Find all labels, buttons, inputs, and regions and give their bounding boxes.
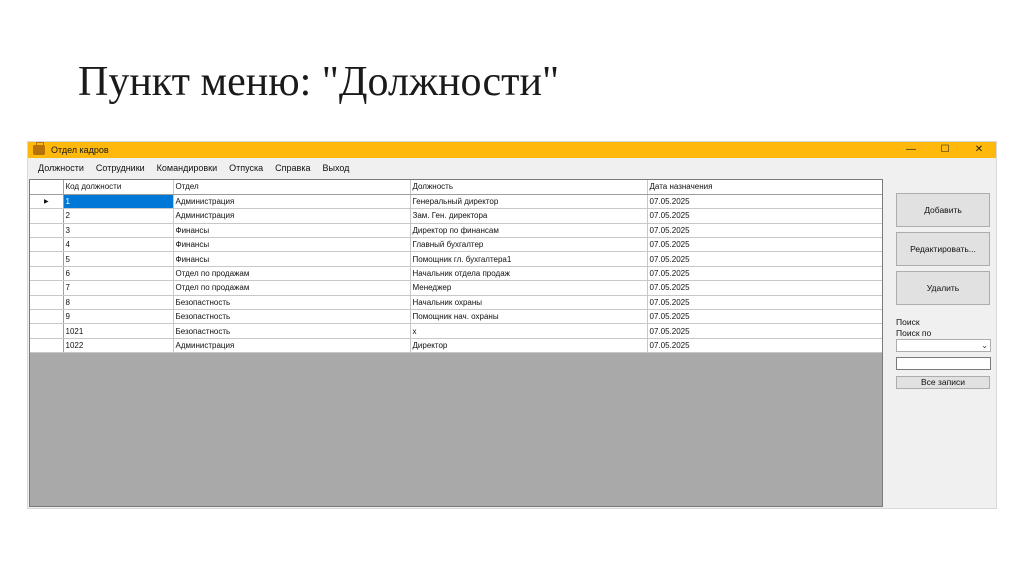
cell-position[interactable]: Начальник охраны [410,295,647,309]
cell-department[interactable]: Администрация [173,338,410,352]
column-header-code[interactable]: Код должности [63,180,173,194]
menu-item-help[interactable]: Справка [275,163,311,173]
cell-date[interactable]: 07.05.2025 [647,281,883,295]
minimize-button[interactable]: — [906,144,916,155]
cell-code[interactable]: 4 [63,238,173,252]
row-header-corner[interactable] [30,180,63,194]
cell-code[interactable]: 3 [63,223,173,237]
cell-position[interactable]: Директор [410,338,647,352]
cell-date[interactable]: 07.05.2025 [647,266,883,280]
row-header[interactable] [30,223,63,237]
cell-date[interactable]: 07.05.2025 [647,295,883,309]
cell-code[interactable]: 8 [63,295,173,309]
cell-position[interactable]: х [410,324,647,338]
cell-code[interactable]: 1 [63,194,173,208]
cell-department[interactable]: Безопастность [173,295,410,309]
cell-department[interactable]: Администрация [173,209,410,223]
cell-position[interactable]: Генеральный директор [410,194,647,208]
menu-item-vacations[interactable]: Отпуска [229,163,264,173]
row-header[interactable] [30,281,63,295]
cell-date[interactable]: 07.05.2025 [647,324,883,338]
table-row[interactable] [30,223,883,237]
table-row[interactable] [30,338,883,352]
window-title: Отдел кадров [51,145,109,155]
cell-department[interactable]: Финансы [173,252,410,266]
row-header[interactable] [30,338,63,352]
table-row[interactable] [30,209,883,223]
chevron-down-icon[interactable]: ⌄ [981,341,988,350]
cell-code[interactable]: 7 [63,281,173,295]
cell-code[interactable]: 9 [63,310,173,324]
add-button[interactable]: Добавить [896,193,990,227]
cell-position[interactable]: Главный бухгалтер [410,238,647,252]
cell-code[interactable]: 2 [63,209,173,223]
cell-date[interactable]: 07.05.2025 [647,194,883,208]
row-header[interactable] [30,238,63,252]
search-group-label: Поиск [896,317,920,327]
cell-position[interactable]: Начальник отдела продаж [410,266,647,280]
cell-position[interactable]: Помощник нач. охраны [410,310,647,324]
cell-position[interactable]: Помощник гл. бухгалтера1 [410,252,647,266]
menu-item-business-trips[interactable]: Командировки [156,163,218,173]
row-header[interactable] [30,324,63,338]
table-row[interactable] [30,295,883,309]
positions-grid[interactable] [29,179,883,507]
cell-date[interactable]: 07.05.2025 [647,209,883,223]
row-header[interactable] [30,266,63,280]
cell-department[interactable]: Отдел по продажам [173,266,410,280]
row-header[interactable] [30,194,63,208]
search-input[interactable] [896,357,991,370]
column-header-date[interactable]: Дата назначения [647,180,883,194]
row-header[interactable] [30,252,63,266]
table-row[interactable] [30,310,883,324]
table-row[interactable] [30,266,883,280]
search-by-label: Поиск по [896,328,932,338]
cell-code[interactable]: 5 [63,252,173,266]
cell-date[interactable]: 07.05.2025 [647,310,883,324]
maximize-button[interactable]: ☐ [940,144,950,155]
cell-date[interactable]: 07.05.2025 [647,223,883,237]
delete-button[interactable]: Удалить [896,271,990,305]
column-header-position[interactable]: Должность [410,180,647,194]
cell-position[interactable]: Менеджер [410,281,647,295]
cell-department[interactable]: Отдел по продажам [173,281,410,295]
table-row[interactable] [30,252,883,266]
window-titlebar[interactable] [28,142,996,158]
table-row[interactable] [30,194,883,208]
cell-date[interactable]: 07.05.2025 [647,338,883,352]
menu-item-positions[interactable]: Должности [38,163,84,173]
all-records-button[interactable]: Все записи [896,376,990,389]
table-row[interactable] [30,324,883,338]
close-button[interactable]: ✕ [974,144,984,155]
table-row[interactable] [30,281,883,295]
menu-bar [28,160,355,176]
cell-code[interactable]: 1022 [63,338,173,352]
cell-date[interactable]: 07.05.2025 [647,238,883,252]
slide-title: Пункт меню: "Должности" [78,59,560,105]
cell-department[interactable]: Финансы [173,238,410,252]
row-header[interactable] [30,310,63,324]
cell-position[interactable]: Директор по финансам [410,223,647,237]
edit-button[interactable]: Редактировать... [896,232,990,266]
row-header[interactable] [30,295,63,309]
cell-position[interactable]: Зам. Ген. директора [410,209,647,223]
menu-item-employees[interactable]: Сотрудники [95,163,145,173]
menu-item-exit[interactable]: Выход [322,163,350,173]
cell-code[interactable]: 6 [63,266,173,280]
cell-department[interactable]: Безопастность [173,324,410,338]
row-header[interactable] [30,209,63,223]
cell-code[interactable]: 1021 [63,324,173,338]
cell-date[interactable]: 07.05.2025 [647,252,883,266]
grid-header-row [30,180,883,194]
briefcase-icon [33,145,45,155]
cell-department[interactable]: Безопастность [173,310,410,324]
cell-department[interactable]: Администрация [173,194,410,208]
cell-department[interactable]: Финансы [173,223,410,237]
column-header-department[interactable]: Отдел [173,180,410,194]
app-window [27,141,997,509]
window-controls [894,142,996,158]
table-row[interactable] [30,238,883,252]
search-field-select[interactable] [896,339,991,352]
